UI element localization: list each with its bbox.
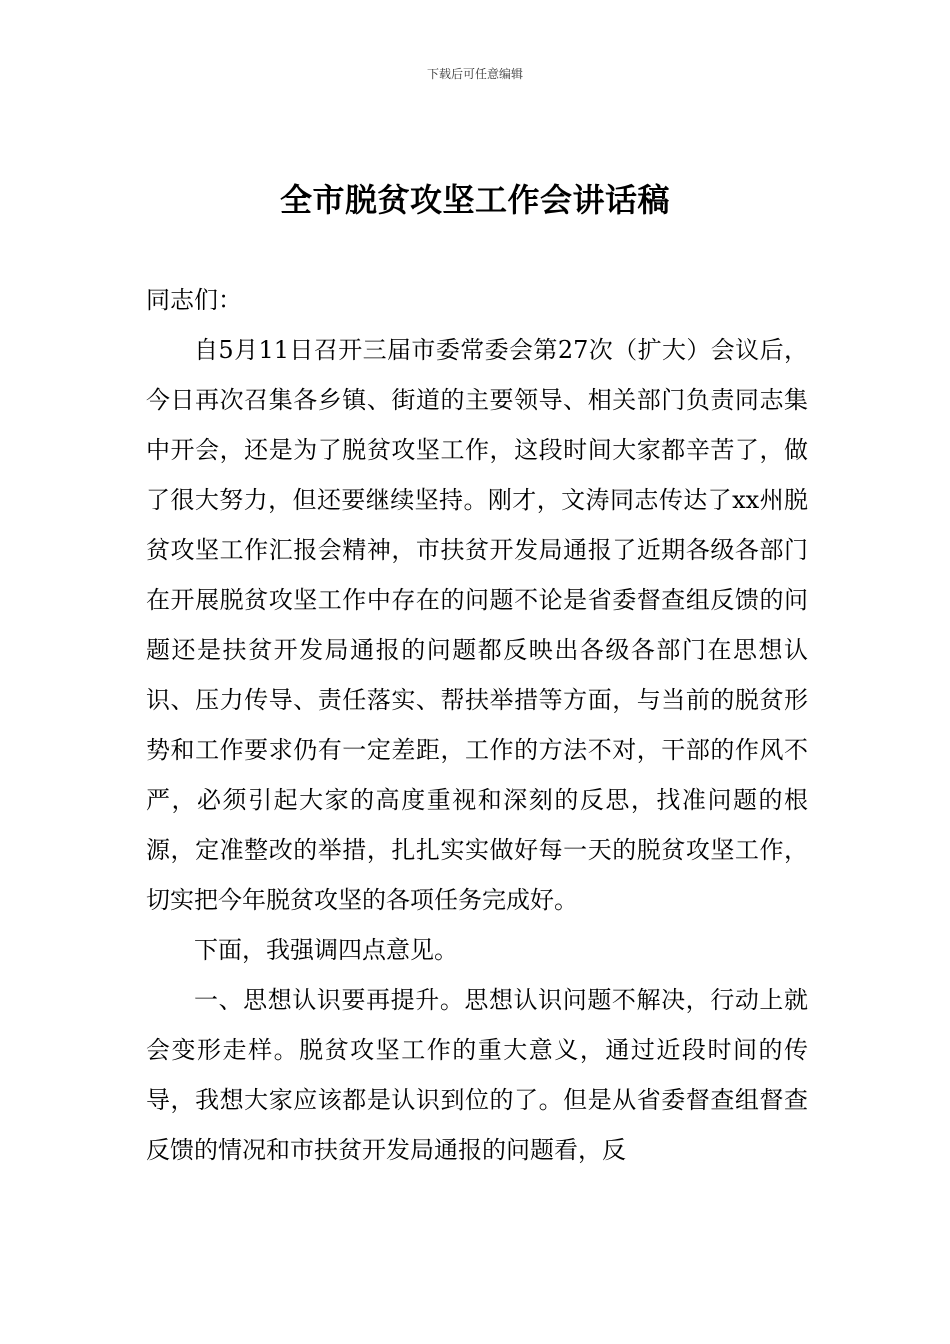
paragraph-3: 一、思想认识要再提升。思想认识问题不解决，行动上就会变形走样。脱贫攻坚工作的重大意义，通过近段时间的传导，我想大家应该都是认识到位的了。但是从省委督查组督查反馈的情况和市扶贫开发局通报的问题看，反 — [146, 986, 808, 1164]
document-body — [146, 275, 808, 1175]
paragraph-1: 自5月11日召开三届市委常委会第27次（扩大）会议后，今日再次召集各乡镇、街道的主要领导、相关部门负责同志集中开会，还是为了脱贫攻坚工作，这段时间大家都辛苦了，做了很大努力，但还要继续坚持。刚才，文涛同志传达了xx州脱贫攻坚工作汇报会精神，市扶贫开发局通报了近期各级各部门在开展脱贫攻坚工作中存在的问题不论是省委督查组反馈的问题还是扶贫开发局通报的问题都反映出各级各部门在思想认识、压力传导、责任落实、帮扶举措等方面，与当前的脱贫形势和工作要求仍有一定差距，工作的方法不对，干部的作风不严，必须引起大家的高度重视和深刻的反思，找准问题的根源，定准整改的举措，扎扎实实做好每一天的脱贫攻坚工作，切实把今年脱贫攻坚的各项任务完成好。 — [146, 336, 808, 914]
paragraph-2: 下面，我强调四点意见。 — [194, 936, 458, 964]
header-note: 下载后可任意编辑 — [426, 67, 523, 81]
salutation: 同志们： — [146, 286, 242, 314]
document-title: 全市脱贫攻坚工作会讲话稿 — [279, 181, 670, 219]
